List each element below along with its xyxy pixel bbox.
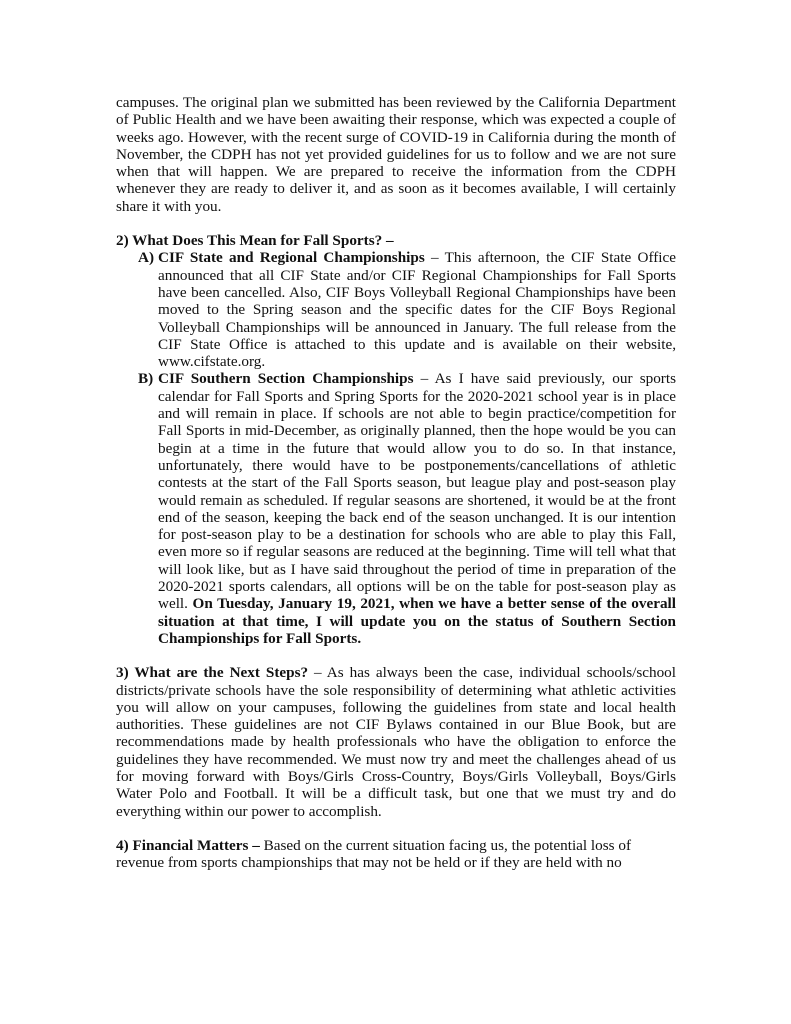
list-item-southern-section: [116, 370, 676, 647]
list-item-state-regional: [116, 249, 676, 370]
intro-paragraph: campuses. The original plan we submitted has been reviewed by the California Department of Public Health and we have been awaiting their response, which was expected a couple of weeks ago. However, with the recent surge of COVID-19 in California during the month of November, the CDPH has not yet provided guidelines for us to follow and we are not sure when that will happen. We are prepared to receive the information from the CDPH whenever they are ready to deliver it, and as soon as it becomes available, I will certainly share it with you.: [116, 94, 676, 215]
document-page: [116, 94, 676, 871]
section-body-financial: Based on the current situation facing us, the potential loss of revenue from sports championships that may not be held or if they are held with no: [116, 836, 632, 872]
section-body-next-steps: – As has always been the case, individual schools/school districts/private schools have the sole responsibility of determining what athletic activities you will allow on your campuses, following the guidelines from state and local health authorities. These guidelines are not CIF Bylaws contained in our Blue Book, but are recommendations made by health professionals who have the obligation to enforce the guidelines they have recommended. We must now try and meet the challenges ahead of us for moving forward with Boys/Girls Cross-Country, Boys/Girls Volleyball, Boys/Girls Water Polo and Football. It will be a difficult task, but one that we must try and do everything within our power to accomplish.: [116, 664, 677, 820]
item-title: CIF Southern Section Championships: [158, 370, 414, 388]
section-heading-next-steps: 3) What are the Next Steps?: [116, 664, 309, 682]
section-financial-matters: [116, 837, 676, 872]
list-marker: A): [138, 249, 155, 267]
item-body: – As I have said previously, our sports calendar for Fall Sports and Spring Sports for the 2020-2021 school year is in place and will remain in place. If schools are not able to begin practice/competition for Fall Sports in mid-December, as originally planned, then the hope would be you can begin at a time in the future that would allow you to do so. In that instance, unfortunately, there would have to be postponements/cancellations of athletic contests at the start of the Fall Sports season, but league play and post-season play would remain as scheduled. If regular seasons are shortened, it would be at the front end of the season, keeping the back end of the season unchanged. It is our intention for post-season play to be a destination for schools who are able to play this Fall, even more so if regular seasons are reduced at the beginning. Time will tell what that will look like, but as I have said throughout the period of time in preparation of the 2020-2021 sports calendars, all options will be on the table for post-season play as well.: [158, 370, 676, 613]
section-heading-fall-sports: 2) What Does This Mean for Fall Sports? –: [116, 232, 394, 250]
item-title: CIF State and Regional Championships: [158, 249, 425, 267]
section-next-steps: [116, 664, 676, 820]
section-fall-sports: [116, 232, 676, 647]
list-marker: B): [138, 370, 154, 388]
item-bold-note: On Tuesday, January 19, 2021, when we have a better sense of the overall situation at that time, I will update you on the status of Southern Section Championships for Fall Sports.: [158, 595, 676, 647]
item-body: – This afternoon, the CIF State Office announced that all CIF State and/or CIF Regional Championships for Fall Sports have been cancelled. Also, CIF Boys Volleyball Regional Championships have been moved to the Spring season and the specific dates for the CIF Boys Regional Volleyball Championships will be announced in January. The full release from the CIF State Office is attached to this update and is available on their website, www.cifstate.org.: [158, 249, 676, 371]
section-heading-financial: 4) Financial Matters –: [116, 836, 260, 854]
